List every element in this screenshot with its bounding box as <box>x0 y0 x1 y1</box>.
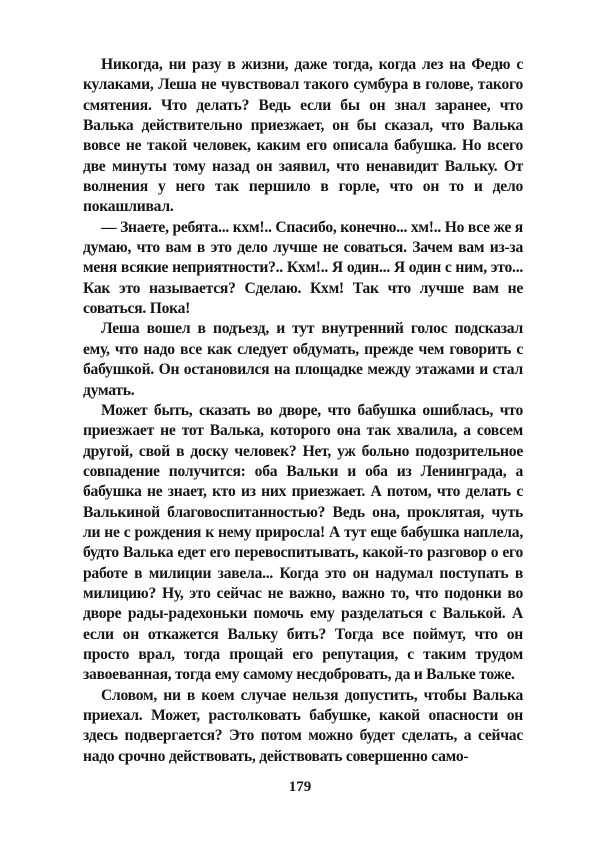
paragraph-2: — Знаете, ребята... кхм!.. Спасибо, конечно... хм!.. Но все же я думаю, что вам в это дело лучше не соваться. Зачем вам из-за меня всякие неприятности?.. Кхм!.. Я один... Я один с ним, это... Как это называется? Сделаю. Кхм! Так что лучше вам не соваться. Пока! <box>83 218 523 318</box>
paragraph-1: Никогда, ни разу в жизни, даже тогда, когда лез на Федю с кулаками, Леша не чувствовал такого сумбура в голове, такого смятения. Что делать? Ведь если бы он знал заранее, что Валька действительно приезжает, он бы сказал, что Валька вовсе не такой человек, каким его описала бабушка. Но всего две минуты тому назад он заявил, что ненавидит Вальку. От волнения у него так першило в горле, что он то и дело покашливал. <box>83 56 523 216</box>
paragraph-5: Словом, ни в коем случае нельзя допустить, чтобы Валька приехал. Может, растолковать бабушке, какой опасности он здесь подвергается? Это потом можно будет сделать, а сейчас надо срочно действовать, действовать совершенно само- <box>83 686 523 765</box>
paragraph-4: Может быть, сказать во дворе, что бабушка ошиблась, что приезжает не тот Валька, которого она так хвалила, а совсем другой, свой в доску человек? Нет, уж больно подозрительное совпадение получится: оба Вальки и оба из Ленинграда, а бабушка не знает, кто из них приезжает. А потом, что делать с Валькиной благовоспитанностью? Ведь она, проклятая, чуть ли не с рождения к нему приросла! А тут еще бабушка наплела, будто Валька едет его перевоспитывать, какой-то разговор о его работе в милиции завела... Когда это он надумал поступать в милицию? Ну, это сейчас не важно, важно то, что подонки во дворе рады-радехоньки помочь ему разделаться с Валькой. А если он откажется Вальку бить? Тогда все поймут, что он просто врал, тогда прощай его репутация, с таким трудом завоеванная, тогда ему самому несдобровать, да и Вальке тоже. <box>83 401 523 684</box>
page-number: 179 <box>288 779 312 795</box>
paragraph-3: Леша вошел в подъезд, и тут внутренний голос подсказал ему, что надо все как следует обдумать, прежде чем говорить с бабушкой. Он остановился на площадке между этажами и стал думать. <box>83 320 523 399</box>
book-page-text <box>83 55 523 767</box>
